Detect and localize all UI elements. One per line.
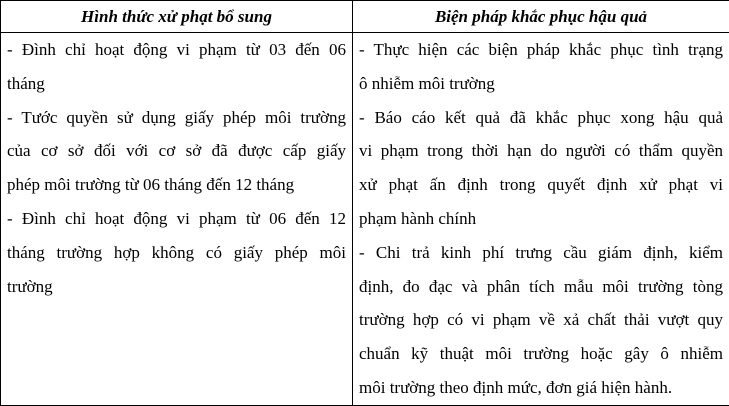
text-line: - Đình chỉ hoạt động vi phạm từ 06 đến 12 bbox=[7, 202, 346, 236]
text-line: trường hợp có vi phạm về xả chất thải vượt quy bbox=[359, 303, 723, 337]
text-line: tháng trường hợp không có giấy phép môi bbox=[7, 236, 346, 270]
text-line: ô nhiễm môi trường bbox=[359, 67, 723, 101]
text-line: của cơ sở đối với cơ sở đã được cấp giấy bbox=[7, 134, 346, 168]
cell-remedial-measures bbox=[353, 33, 729, 406]
right-text-block bbox=[359, 33, 723, 405]
text-line: định, đo đạc và phân tích mẫu môi trường tòng bbox=[359, 270, 723, 304]
text-line: - Thực hiện các biện pháp khắc phục tình trạng bbox=[359, 33, 723, 67]
text-line: xử phạt ấn định trong quyết định xử phạt vi bbox=[359, 168, 723, 202]
text-line: - Tước quyền sử dụng giấy phép môi trường bbox=[7, 101, 346, 135]
text-line: tháng bbox=[7, 67, 346, 101]
text-line: - Chi trả kinh phí trưng cầu giám định, kiểm bbox=[359, 236, 723, 270]
text-line: trường bbox=[7, 270, 346, 304]
text-line: - Đình chỉ hoạt động vi phạm từ 03 đến 06 bbox=[7, 33, 346, 67]
text-line: phạm hành chính bbox=[359, 202, 723, 236]
text-line: chuẩn kỹ thuật môi trường hoặc gây ô nhiễm bbox=[359, 337, 723, 371]
left-text-block bbox=[7, 33, 346, 303]
table-row bbox=[1, 33, 729, 406]
text-line: vi phạm trong thời hạn do người có thẩm quyền bbox=[359, 134, 723, 168]
header-additional-penalty: Hình thức xử phạt bổ sung bbox=[1, 1, 353, 33]
table-header-row bbox=[1, 1, 729, 33]
text-line: môi trường theo định mức, đơn giá hiện hành. bbox=[359, 371, 723, 405]
cell-additional-penalty bbox=[1, 33, 353, 406]
header-remedial-measures: Biện pháp khắc phục hậu quả bbox=[353, 1, 729, 33]
text-line: - Báo cáo kết quả đã khắc phục xong hậu quả bbox=[359, 101, 723, 135]
text-line: phép môi trường từ 06 tháng đến 12 tháng bbox=[7, 168, 346, 202]
